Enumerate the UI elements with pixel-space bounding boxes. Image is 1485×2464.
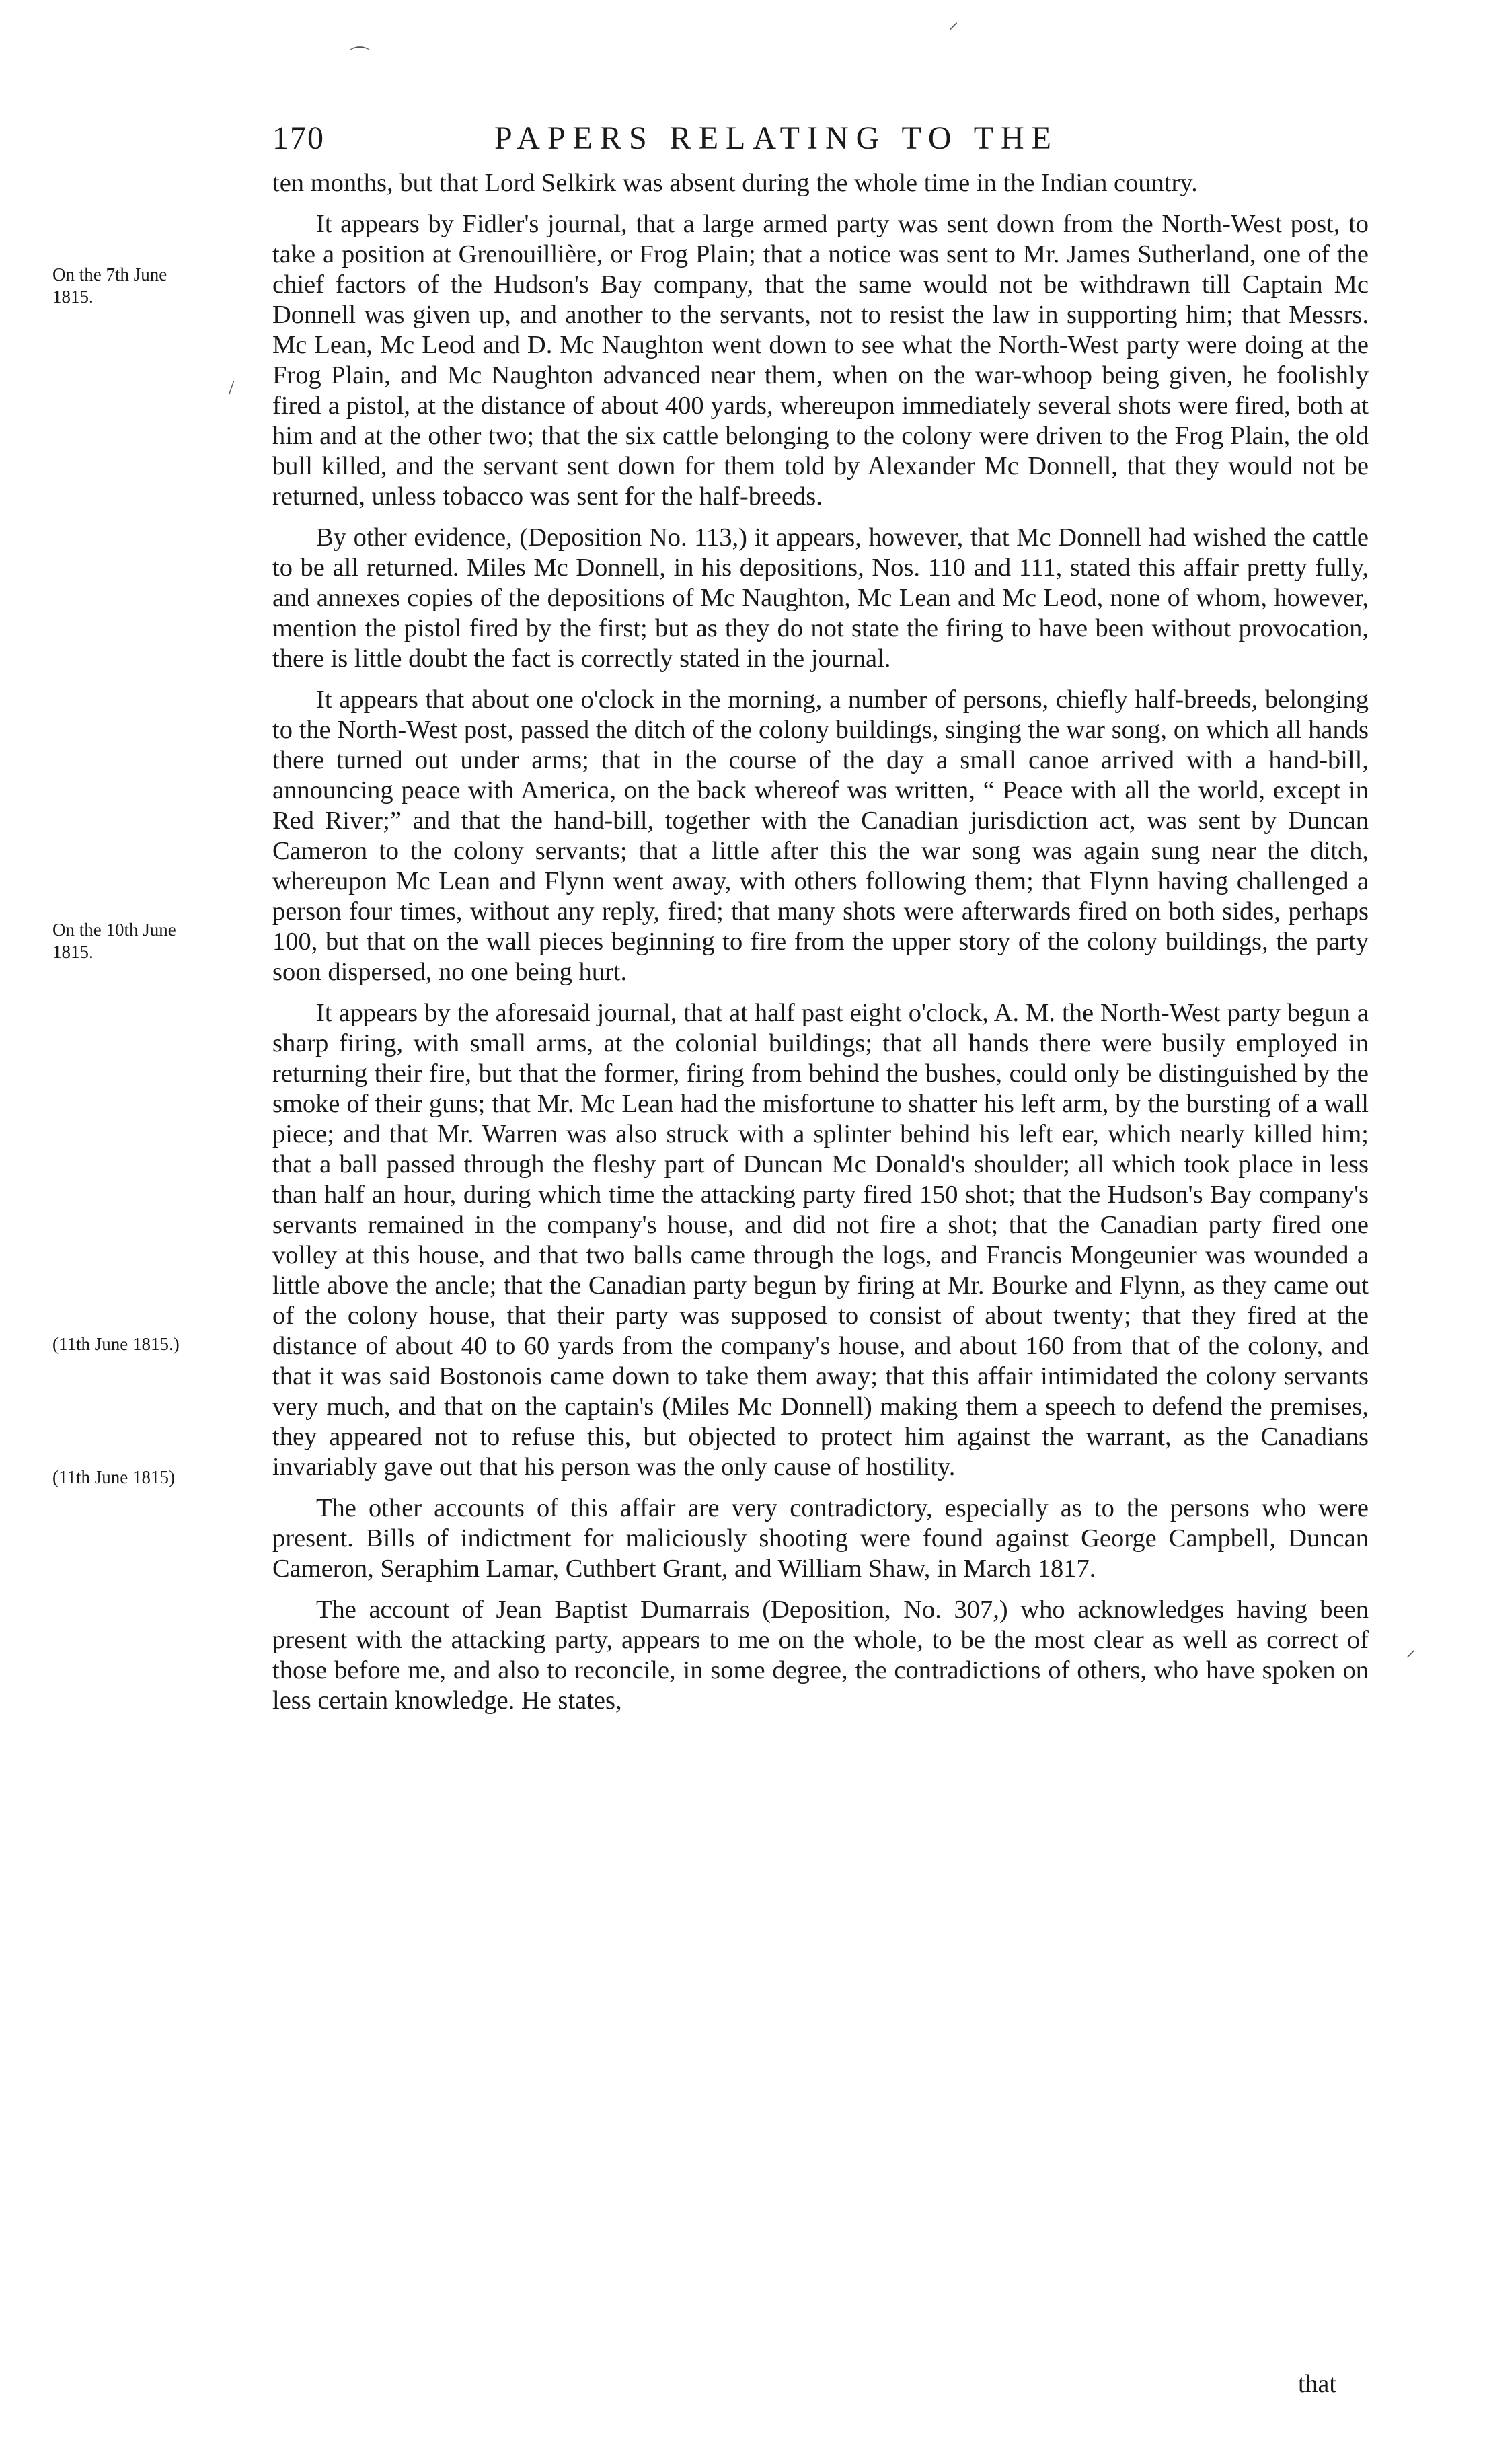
margin-note-7th-june: On the 7th June 1815. [52,264,167,307]
catchword: that [1298,2370,1336,2398]
paragraph-frog-plain: It appears by Fidler's journal, that a large armed party was sent down from the North-West post, to take a position at Grenouillière, or Frog Plain; that a notice was sent to Mr. James Sutherland, one of the chief factors of the Hudson's Bay company, that the same would not be withdrawn till Captain Mc Donnell was given up, and another to the servants, not to resist the law in supporting him; that Messrs. Mc Lean, Mc Leod and D. Mc Naughton went down to see what the North-West party were doing at the Frog Plain, and Mc Naughton advanced near them, when on the war-whoop being given, he foolishly fired a pistol, at the distance of about 400 yards, whereupon immediately several shots were fired, both at him and at the other two; that the six cattle belonging to the colony were driven to the Frog Plain, the old bull killed, and the servant sent down for them told by Alexander Mc Donnell, that they would not be returned, unless tobacco was sent for the half-breeds. [272,210,1369,511]
page-number: 170 [272,120,325,156]
scan-speck: ⸝ [1406,1639,1416,1661]
margin-note-10th-june: On the 10th June 1815. [52,920,176,962]
body-text [272,168,1369,1716]
margin-note-11th-june-b: (11th June 1815) [52,1467,175,1487]
scan-speck: / [229,377,235,399]
page-header [272,120,1369,167]
paragraph-dumarrais: The account of Jean Baptist Dumarrais (Deposition, No. 307,) who acknowledges having been present with the attacking party, appears to me on the whole, to be the most clear as well as correct of those before me, and also to reconcile, in some degree, the contradictions of others, who have spoken on less certain knowledge. He states, [272,1596,1369,1715]
paragraph-continuation: ten months, but that Lord Selkirk was absent during the whole time in the Indian country. [272,169,1198,197]
paragraph-aforesaid-journal: It appears by the aforesaid journal, that at half past eight o'clock, A. M. the North-West party begun a sharp firing, with small arms, at the colonial buildings; that all hands there were busily employed in returning their fire, but that the former, firing from behind the bushes, could only be distinguished by the smoke of their guns; that Mr. Mc Lean had the misfortune to shatter his left arm, by the bursting of a wall piece; and that Mr. Warren was also struck with a splinter behind his left ear, which nearly killed him; that a ball passed through the fleshy part of Duncan Mc Donald's shoulder; all which took place in less than half an hour, during which time the attacking party fired 150 shot; that the Hudson's Bay company's servants remained in the company's house, and did not fire a shot; that the Canadian party fired one volley at this house, and that two balls came through the logs, and Francis Mongeunier was wounded a little above the ancle; that the Canadian party begun by firing at Mr. Bourke and Flynn, as they came out of the colony house, that their party was supposed to consist of about twenty; that they fired at the distance of about 40 to 60 yards from the company's house, and about 160 from that of the colony, and that it was said Bostonois came down to take them away; that this affair intimidated the colony servants very much, and that on the captain's (Miles Mc Donnell) making them a speech to defend the premises, they appeared not to refuse this, but objected to protect him against the warrant, as the Canadians invariably gave out that his person was the only cause of hostility. [272,999,1369,1481]
scan-speck: ⌒ [350,46,370,69]
paragraph-other-evidence: By other evidence, (Deposition No. 113,) it appears, however, that Mc Donnell had wished the cattle to be all returned. Miles Mc Donnell, in his depositions, Nos. 110 and 111, stated this affair pretty fully, and annexes copies of the depositions of Mc Naughton, Mc Lean and Mc Leod, none of whom, however, mention the pistol fired by the first; but as they do not state the firing to have been without provocation, there is little doubt the fact is correctly stated in the journal. [272,523,1369,673]
scan-speck: ⸝ [948,11,958,33]
margin-note-11th-june-a: (11th June 1815.) [52,1334,180,1354]
running-title: PAPERS RELATING TO THE [494,120,1059,156]
paragraph-one-oclock: It appears that about one o'clock in the morning, a number of persons, chiefly half-breeds, belonging to the North-West post, passed the ditch of the colony buildings, singing the war song, on which all hands there turned out under arms; that in the course of the day a small canoe arrived with a hand-bill, announcing peace with America, on the back whereof was written, “ Peace with all the world, except in Red River;” and that the hand-bill, together with the Canadian jurisdiction act, was sent by Duncan Cameron to the colony servants; that a little after this the war song was again sung near the ditch, whereupon Mc Lean and Flynn went away, with others following them; that Flynn having challenged a person four times, without any reply, fired; that many shots were afterwards fired on both sides, perhaps 100, but that on the wall pieces beginning to fire from the upper story of the colony buildings, the party soon dispersed, no one being hurt. [272,685,1369,986]
paragraph-other-accounts: The other accounts of this affair are very contradictory, especially as to the persons who were present. Bills of indictment for maliciously shooting were found against George Campbell, Duncan Cameron, Seraphim Lamar, Cuthbert Grant, and William Shaw, in March 1817. [272,1494,1369,1583]
